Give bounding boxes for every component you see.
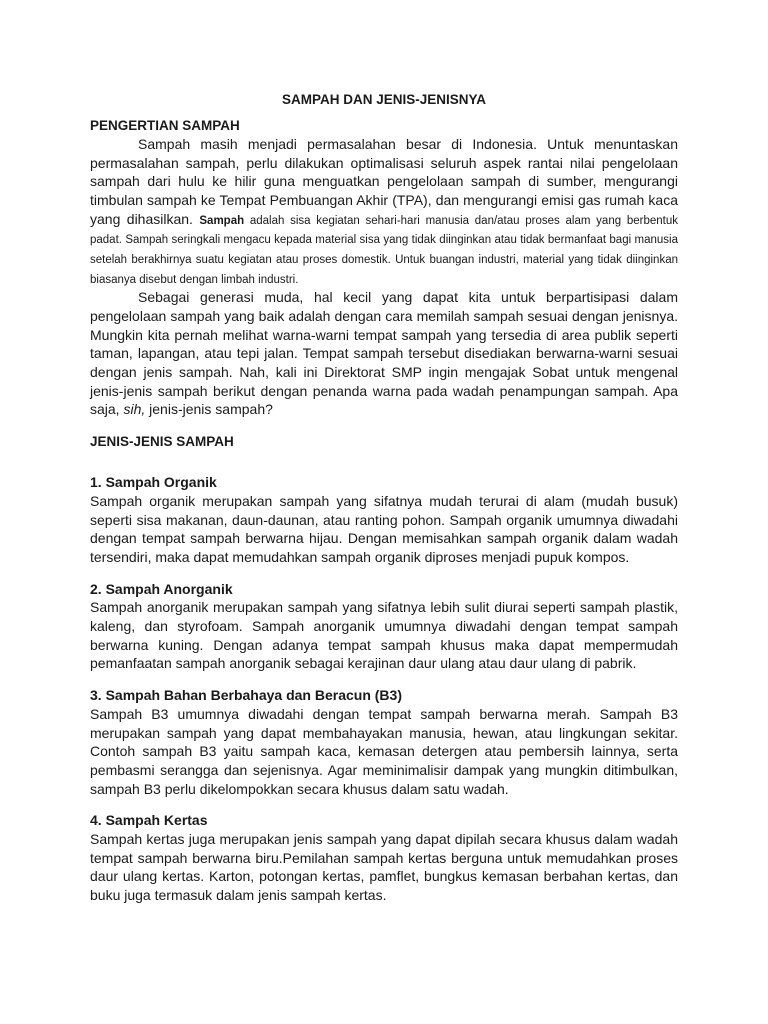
paragraph-end: jenis-jenis sampah? — [145, 401, 273, 418]
item-body: Sampah B3 umumnya diwadahi dengan tempat sampah berwarna merah. Sampah B3 merupakan sampah yang dapat membahayakan manusia, hewan, atau lingkungan sekitar. Contoh sampah B3 yaitu sampah kaca, kemasan detergen atau pembersih lainnya, serta pembasmi serangga dan sejenisnya. Agar meminimalisir dampak yang mungkin ditimbulkan, sampah B3 perlu dikelompokkan secara khusus dalam satu wadah. — [90, 705, 678, 797]
section-heading-jenis: JENIS-JENIS SAMPAH — [90, 434, 234, 450]
document-page — [90, 90, 678, 905]
item-body: Sampah organik merupakan sampah yang sifatnya mudah terurai di alam (mudah busuk) seperti sisa makanan, daun-daunan, atau ranting pohon. Sampah organik umumnya diwadahi dengan tempat sampah berwarna hijau. Dengan memisahkan sampah organik dalam wadah tersendiri, maka dapat memudahkan sampah organik diproses menjadi pupuk kompos. — [90, 492, 678, 565]
item-heading: 2. Sampah Anorganik — [90, 580, 233, 597]
definition-text: adalah sisa kegiatan sehari-hari manusia dan/atau proses alam yang berbentuk padat. Sampah seringkali mengacu kepada material sisa yang tidak diinginkan atau tidak bermanfaat bagi manusia setelah berakhirnya suatu kegiatan atau proses domestik. Untuk buangan industri, material yang tidak diinginkan biasanya disebut dengan limbah industri. — [90, 214, 678, 286]
paragraph-text: Sebagai generasi muda, hal kecil yang dapat kita untuk berpartisipasi dalam pengelolaan sampah yang baik adalah dengan cara memilah sampah sesuai dengan jenisnya. Mungkin kita pernah melihat warna-warni tempat sampah yang tersedia di area publik seperti taman, lapangan, atau tepi jalan. Tempat sampah tersebut disediakan berwarna-warni sesuai dengan jenis sampah. Nah, kali ini Direktorat SMP ingin mengajak Sobat untuk mengenal jenis-jenis sampah berikut dengan penanda warna pada wadah penampungan sampah. Apa saja, — [90, 289, 678, 418]
item-heading: 1. Sampah Organik — [90, 474, 217, 491]
document-title: SAMPAH DAN JENIS-JENISNYA — [281, 92, 487, 107]
definition-term: Sampah — [199, 214, 245, 227]
item-body: Sampah anorganik merupakan sampah yang sifatnya lebih sulit diurai seperti sampah plastik, kaleng, dan styrofoam. Sampah anorganik umumnya diwadahi dengan tempat sampah berwarna kuning. Dengan adanya tempat sampah khusus maka dapat mempermudah pemanfaatan sampah anorganik sebagai kerajinan daur ulang atau daur ulang di pabrik. — [90, 599, 678, 672]
list-item — [90, 811, 678, 905]
list-item — [90, 686, 678, 798]
list-item — [90, 580, 678, 674]
list-item — [90, 473, 678, 567]
italic-word: sih, — [123, 401, 146, 418]
paragraph-pengertian-1 — [90, 135, 678, 288]
item-heading: 4. Sampah Kertas — [90, 812, 208, 829]
item-body: Sampah kertas juga merupakan jenis sampah yang dapat dipilah secara khusus dalam wadah tempat sampah berwarna biru.Pemilahan sampah kertas berguna untuk memudahkan proses daur ulang kertas. Karton, potongan kertas, pamflet, bungkus kemasan berbahan kertas, dan buku juga termasuk dalam jenis sampah kertas. — [90, 831, 678, 904]
paragraph-text: Sampah masih menjadi permasalahan besar di Indonesia. Untuk menuntaskan permasalahan sampah, perlu dilakukan optimalisasi seluruh aspek rantai nilai pengelolaan sampah dari hulu ke hilir guna menguatkan pengelolaan sampah di sumber, mengurangi timbulan sampah ke Tempat Pembuangan Akhir (TPA), dan mengurangi emisi gas rumah kaca yang dihasilkan. — [90, 136, 678, 227]
section-heading-pengertian: PENGERTIAN SAMPAH — [90, 118, 240, 133]
item-heading: 3. Sampah Bahan Berbahaya dan Beracun (B3) — [90, 687, 402, 704]
paragraph-pengertian-2 — [90, 288, 678, 419]
